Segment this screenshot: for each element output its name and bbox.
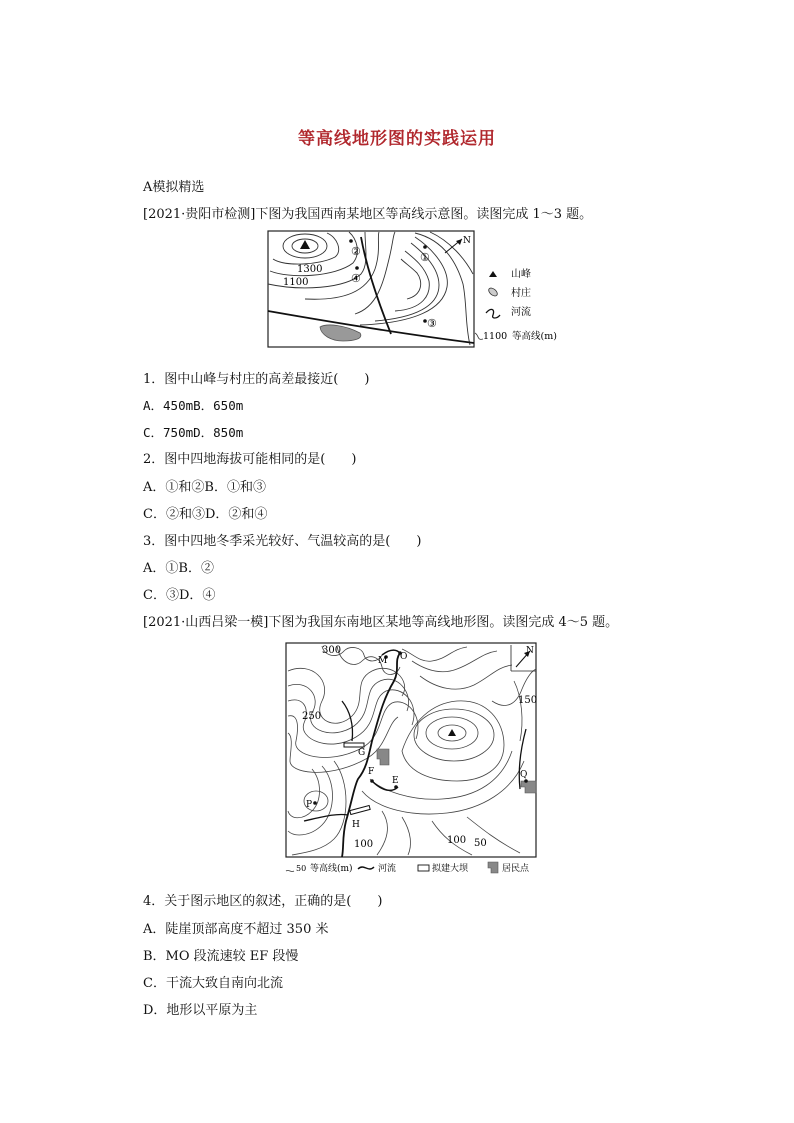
map2-label-Q: Q [520,770,528,780]
map1-point-2: ② [351,245,361,258]
map2-contours [288,646,536,855]
map2-legend-contour-value: 50 [296,864,307,873]
q2-stem: 2．图中四地海拔可能相同的是( ) [143,452,357,467]
map1-point-2-dot [349,239,353,243]
map2-legend-contour-label: 等高线(m) [310,864,353,874]
q4-option-b: B．MO 段流速较 EF 段慢 [143,949,299,964]
map2-label-P: P [306,800,313,810]
map1-label-1300: 1300 [297,264,323,275]
map1-river-main [268,311,474,343]
map1-point-4-dot [355,266,359,270]
map2-label-E: E [392,776,399,786]
map2-main-river [342,653,400,857]
q3-stem: 3．图中四地冬季采光较好、气温较高的是( ) [143,534,422,549]
map1-peak-icon [300,240,310,249]
map2-label-G: G [358,748,366,758]
q1-options-ab: A．450mB．650m [143,398,244,413]
contour-map-1 [265,229,565,349]
map2-legend-dam-icon [418,865,429,871]
page-title: 等高线地形图的实践运用 [298,129,496,149]
map2-river-mo [382,650,400,655]
question-group-intro-1: [2021·贵阳市检测]下图为我国西南某地区等高线示意图。读图完成 1～3 题。 [143,207,593,222]
legend-village-label: 村庄 [511,288,531,299]
map2-legend-settlement-label: 居民点 [502,864,530,874]
map2-label-250: 250 [302,711,322,722]
map2-dam-h [350,805,370,814]
legend-contour-icon [475,333,483,339]
map1-point-4: ④ [351,272,361,285]
q1-stem: 1．图中山峰与村庄的高差最接近( ) [143,372,370,387]
map1-point-1-dot [423,245,427,249]
q4-option-a: A．陡崖顶部高度不超过 350 米 [143,922,329,937]
q3-options-ab: A．①B．② [143,561,214,576]
legend-peak-label: 山峰 [511,269,531,280]
map1-label-1100: 1100 [283,277,309,288]
q2-options-cd: C．②和③D．②和④ [143,507,268,522]
map2-north-label: N [526,646,534,656]
q1-options-cd: C．750mD．850m [143,425,244,440]
legend-contour-value: 1100 [483,331,508,342]
map2-dam-g [344,743,364,747]
map2-label-50: 50 [474,838,487,849]
question-group-intro-2: [2021·山西吕梁一模]下图为我国东南地区某地等高线地形图。读图完成 4～5 题。 [143,615,619,630]
map2-label-300: 300 [322,645,342,656]
map2-settlement-1 [377,749,389,765]
map2-legend-river-label: 河流 [378,864,397,874]
map2-tributary-g [342,701,353,741]
map1-point-3: ③ [427,317,437,330]
q4-option-d: D．地形以平原为主 [143,1003,258,1018]
map2-settlement-2 [521,781,536,793]
map2-legend-river-icon [358,867,374,869]
map2-label-100a: 100 [354,839,374,850]
legend-river-label: 河流 [511,307,531,318]
map1-point-1: ① [420,251,430,264]
map2-label-F: F [368,767,375,777]
map2-legend-settlement-icon [488,862,498,873]
legend-river-icon [486,309,500,318]
map2-frame [286,643,536,857]
section-heading: A模拟精选 [143,180,205,195]
map2-peak-icon [448,729,456,736]
map1-north-label: N [463,236,471,246]
q3-options-cd: C．③D．④ [143,588,216,603]
map2-legend-contour-icon [286,870,294,871]
map2-legend-dam-label: 拟建大坝 [432,864,469,874]
map2-label-150: 150 [518,695,538,706]
legend-peak-icon [489,271,497,277]
map2-label-H: H [352,820,360,830]
legend-village-icon [487,286,499,297]
q4-stem: 4．关于图示地区的叙述，正确的是( ) [143,894,383,909]
contour-map-2 [282,641,542,877]
map2-label-M: M [378,656,388,666]
map2-label-O: O [400,652,408,662]
map2-label-100b: 100 [447,835,467,846]
legend-contour-label: 等高线(m) [512,331,557,342]
map1-village [320,325,361,341]
q2-options-ab: A．①和②B．①和③ [143,480,266,495]
q4-option-c: C．干流大致自南向北流 [143,976,283,991]
